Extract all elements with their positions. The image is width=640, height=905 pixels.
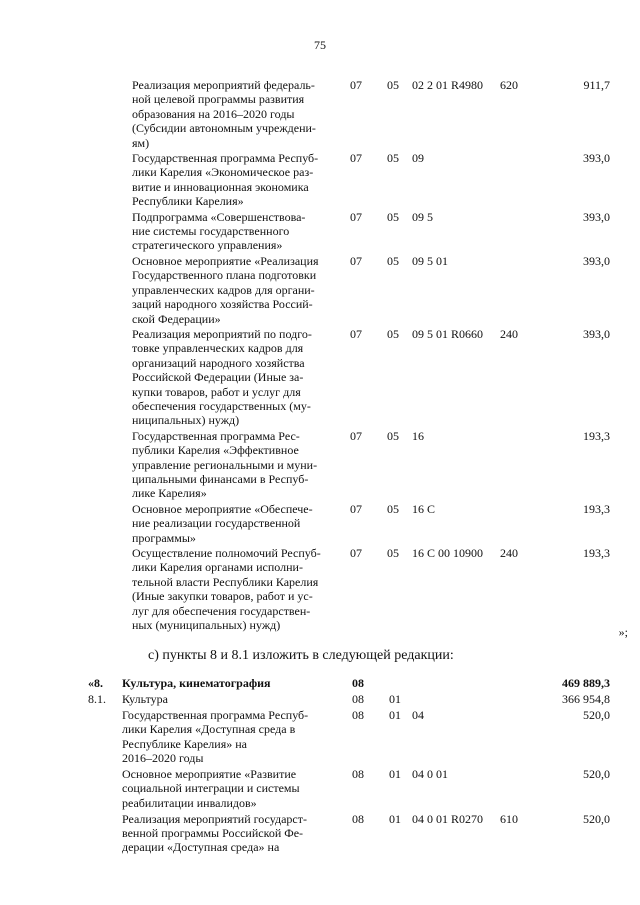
row-section-code: 07 xyxy=(350,209,362,224)
row-section-code: 07 xyxy=(350,326,362,341)
row-section-code: 07 xyxy=(350,546,362,560)
row-name: Культура, кинематография xyxy=(122,676,271,690)
row-section-code: 07 xyxy=(350,428,362,443)
row-sum: 193,3 xyxy=(583,428,610,443)
row-item-number: 8.1. xyxy=(88,691,106,706)
table-row xyxy=(20,812,620,855)
row-sum: 393,0 xyxy=(583,209,610,224)
row-name: Государственная программа Респуб- лики Карелия «Экономическое раз- витие и инновационная экономика Республики Карелия» xyxy=(132,151,319,209)
page-number: 75 xyxy=(314,38,326,52)
row-subsection-code: 05 xyxy=(387,326,399,341)
row-name: Государственная программа Респуб- лики Карелия «Доступная среда в Республике Карелия» на 2016–2020 годы xyxy=(122,707,309,766)
table-row xyxy=(20,708,620,766)
row-name: Осуществление полномочий Респуб- лики Карелия органами исполни- тельной власти Республики Карелия (Иные закупки товаров, работ и ус- луг для обеспечения государствен- ных (муниципальных) нужд) xyxy=(132,546,321,633)
row-subsection-code: 01 xyxy=(389,766,401,781)
row-sum: 193,3 xyxy=(583,546,610,560)
row-name: Основное мероприятие «Обеспече- ние реализации государственной программы» xyxy=(132,501,313,545)
row-section-code: 07 xyxy=(350,151,362,166)
row-target-code: 09 5 01 xyxy=(412,253,448,268)
row-subsection-code: 05 xyxy=(387,209,399,224)
table-row xyxy=(20,676,620,690)
row-sum: 520,0 xyxy=(583,707,610,722)
row-section-code: 07 xyxy=(350,78,362,92)
row-section-code: 08 xyxy=(352,811,364,826)
row-section-code: 07 xyxy=(350,501,362,516)
row-section-code: 08 xyxy=(352,707,364,722)
row-target-code: 04 0 01 R0270 xyxy=(412,811,484,826)
table-row xyxy=(20,78,620,150)
row-name: Реализация мероприятий государст- венной программы Российской Фе- дерации «Доступная среда» на xyxy=(122,811,307,855)
row-target-code: 16 С xyxy=(412,501,436,516)
amendment-instruction: с) пункты 8 и 8.1 изложить в следующей редакции: xyxy=(148,648,454,663)
row-expense-type: 610 xyxy=(500,811,518,826)
row-subsection-code: 01 xyxy=(389,707,401,722)
row-target-code: 09 5 01 R0660 xyxy=(412,326,484,341)
row-subsection-code: 05 xyxy=(387,253,399,268)
table-row xyxy=(20,210,620,253)
row-target-code: 16 xyxy=(412,428,424,443)
row-sum: 520,0 xyxy=(583,766,610,781)
row-name: Основное мероприятие «Развитие социальной интеграции и системы реабилитации инвалидов» xyxy=(122,766,300,810)
table-row xyxy=(20,692,620,706)
row-target-code: 09 5 xyxy=(412,209,433,224)
row-item-number: «8. xyxy=(88,676,103,690)
row-expense-type: 620 xyxy=(500,78,518,92)
row-section-code: 07 xyxy=(350,253,362,268)
row-sum: 469 889,3 xyxy=(562,676,610,690)
row-name: Подпрограмма «Совершенствова- ние системы государственного стратегического управления» xyxy=(132,209,306,253)
row-expense-type: 240 xyxy=(500,326,518,341)
row-sum: 393,0 xyxy=(583,151,610,166)
row-subsection-code: 01 xyxy=(389,811,401,826)
row-subsection-code: 05 xyxy=(387,428,399,443)
row-section-code: 08 xyxy=(352,766,364,781)
budget-table-upper xyxy=(20,78,620,633)
row-expense-type: 240 xyxy=(500,546,518,560)
row-subsection-code: 01 xyxy=(389,691,401,706)
row-target-code: 02 2 01 R4980 xyxy=(412,78,484,92)
row-subsection-code: 05 xyxy=(387,546,399,560)
row-name: Реализация мероприятий по подго- товке управленческих кадров для организаций народного хозяйства Российской Федерации (Иные за- купки товаров, работ и услуг для обеспечения государственных (му- ниципальных) нужд) xyxy=(132,326,312,428)
row-subsection-code: 05 xyxy=(387,501,399,516)
row-subsection-code: 05 xyxy=(387,151,399,166)
table-row xyxy=(20,767,620,810)
row-name: Основное мероприятие «Реализация Государственного плана подготовки управленческих кадров для органи- заций народного хозяйства Россий- ской Федерации» xyxy=(132,253,319,326)
table-row xyxy=(20,502,620,545)
table-row xyxy=(20,327,620,428)
row-name: Реализация мероприятий федераль- ной целевой программы развития образования на 2016–2020 годы (Субсидии автономным учреждени- ям) xyxy=(132,78,316,150)
row-subsection-code: 05 xyxy=(387,78,399,92)
row-name: Государственная программа Рес- публики Карелия «Эффективное управление региональными и муни- ципальными финансами в Респуб- лике Карелия» xyxy=(132,428,318,501)
row-sum: 366 954,8 xyxy=(562,691,610,706)
row-name: Культура xyxy=(122,691,168,706)
row-sum: 911,7 xyxy=(583,78,610,92)
table-row xyxy=(20,151,620,209)
row-section-code: 08 xyxy=(352,691,364,706)
row-target-code: 04 xyxy=(412,707,424,722)
table-row xyxy=(20,254,620,326)
table-row xyxy=(20,429,620,501)
row-sum: 520,0 xyxy=(583,811,610,826)
closing-quote-mark: »; xyxy=(618,625,628,639)
row-target-code: 16 С 00 10900 xyxy=(412,546,484,560)
row-target-code: 09 xyxy=(412,151,424,166)
table-row xyxy=(20,546,620,632)
row-sum: 393,0 xyxy=(583,326,610,341)
row-section-code: 08 xyxy=(352,676,364,690)
budget-table-lower xyxy=(20,676,620,856)
row-sum: 393,0 xyxy=(583,253,610,268)
row-target-code: 04 0 01 xyxy=(412,766,448,781)
row-sum: 193,3 xyxy=(583,501,610,516)
